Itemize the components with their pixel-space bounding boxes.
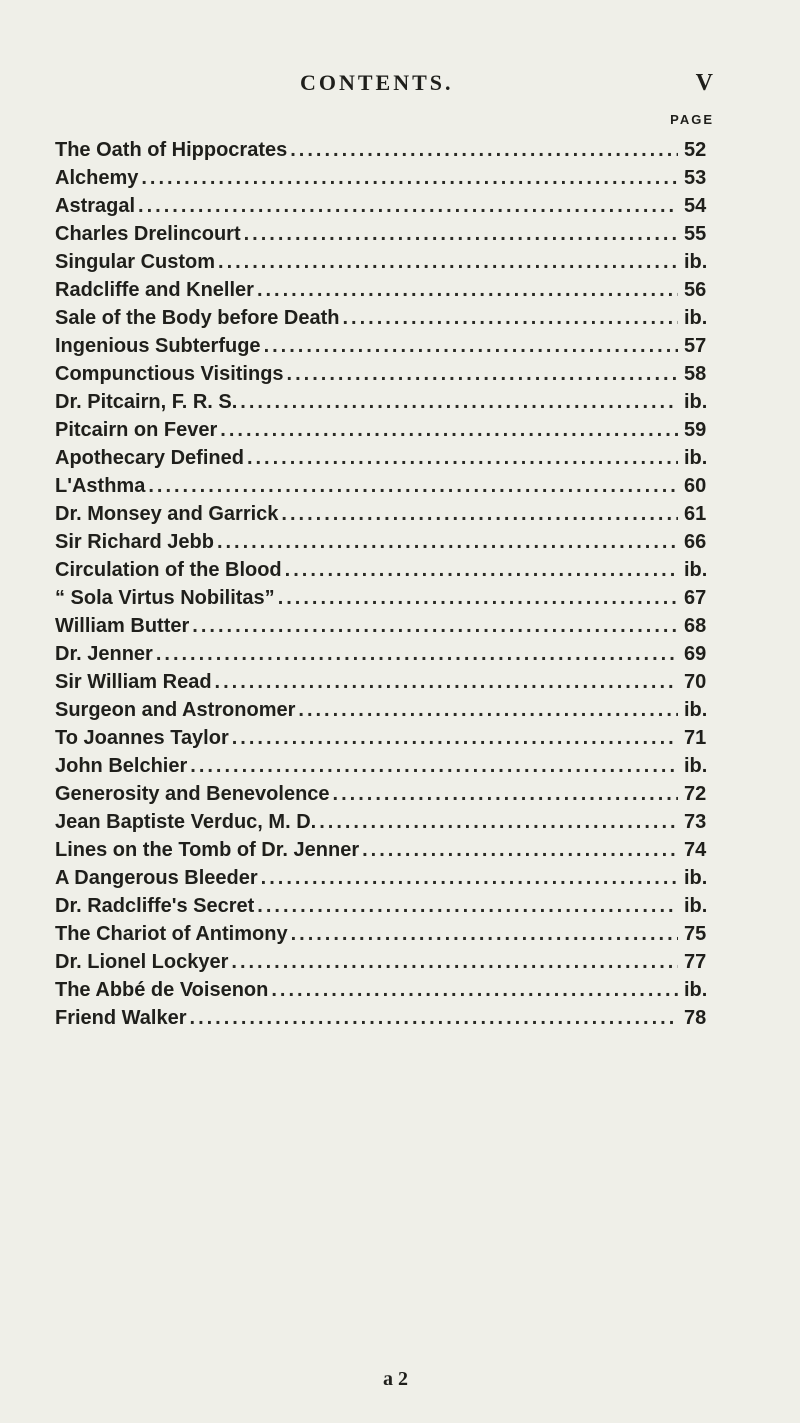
toc-entry-title: Generosity and Benevolence	[55, 783, 330, 805]
toc-entry-page: ib.	[684, 307, 708, 329]
toc-entry-title: The Chariot of Antimony	[55, 923, 288, 945]
toc-entry-page: 67	[684, 587, 707, 609]
toc-entry	[55, 248, 714, 276]
toc-entry-page: 61	[684, 503, 707, 525]
toc-entry	[55, 640, 714, 668]
toc-entry-page: 52	[684, 139, 707, 161]
toc-entry	[55, 892, 714, 920]
dot-leader	[148, 472, 678, 500]
toc-entry-title: Lines on the Tomb of Dr. Jenner	[55, 839, 360, 861]
dot-leader	[290, 136, 678, 164]
toc-entry-page: 75	[684, 923, 707, 945]
toc-entry-page: 57	[684, 335, 707, 357]
toc-entry	[55, 136, 714, 164]
toc-entry-title: Dr. Jenner	[55, 643, 153, 665]
toc-entry-page: 55	[684, 223, 707, 245]
dot-leader	[261, 864, 678, 892]
toc-entry-title: Apothecary Defined	[55, 447, 244, 469]
toc-entry	[55, 836, 714, 864]
dot-leader	[319, 808, 678, 836]
toc-entry-page: 56	[684, 279, 707, 301]
toc-entry	[55, 612, 714, 640]
toc-entry-title: A Dangerous Bleeder	[55, 867, 258, 889]
toc-entry-page: 73	[684, 811, 707, 833]
toc-entry-title: The Oath of Hippocrates	[55, 139, 288, 161]
toc-entry-title: Compunctious Visitings	[55, 363, 284, 385]
dot-leader	[156, 640, 678, 668]
dot-leader	[192, 612, 678, 640]
toc-entry-title: Ingenious Subterfuge	[55, 335, 261, 357]
toc-entry	[55, 920, 714, 948]
toc-entry-title: Sir Richard Jebb	[55, 531, 214, 553]
running-title: CONTENTS.	[300, 70, 454, 95]
toc-entry	[55, 808, 714, 836]
toc-entry-title: The Abbé de Voisenon	[55, 979, 269, 1001]
toc-entry-page: 68	[684, 615, 707, 637]
toc-entry-title: Friend Walker	[55, 1007, 187, 1029]
toc-entry	[55, 276, 714, 304]
toc-entry-title: To Joannes Taylor	[55, 727, 229, 749]
toc-entry	[55, 472, 714, 500]
dot-leader	[264, 332, 678, 360]
toc-entry-title: Sale of the Body before Death	[55, 307, 340, 329]
dot-leader	[218, 248, 678, 276]
toc-entry	[55, 668, 714, 696]
toc-entry	[55, 864, 714, 892]
toc-entry-page: 77	[684, 951, 707, 973]
toc-entry	[55, 528, 714, 556]
toc-entry-page: 70	[684, 671, 707, 693]
dot-leader	[240, 388, 678, 416]
toc-entry	[55, 416, 714, 444]
toc-entry	[55, 976, 714, 1004]
running-head	[0, 70, 800, 104]
toc-entry	[55, 752, 714, 780]
toc-entry-title: Radcliffe and Kneller	[55, 279, 254, 301]
toc-entry-title: John Belchier	[55, 755, 188, 777]
dot-leader	[287, 360, 678, 388]
dot-leader	[190, 752, 678, 780]
toc-entry	[55, 780, 714, 808]
dot-leader	[333, 780, 678, 808]
toc-entry	[55, 724, 714, 752]
toc-entry-title: “ Sola Virtus Nobilitas”	[55, 587, 275, 609]
toc-entry	[55, 164, 714, 192]
toc-entry-title: Jean Baptiste Verduc, M. D.	[55, 811, 317, 833]
dot-leader	[278, 584, 678, 612]
toc-entry-page: 74	[684, 839, 707, 861]
toc-entry-page: ib.	[684, 559, 708, 581]
toc-entry-page: 60	[684, 475, 707, 497]
dot-leader	[244, 220, 678, 248]
page-column-label: PAGE	[670, 112, 714, 127]
toc-entry-title: Astragal	[55, 195, 136, 217]
toc-entry-page: ib.	[684, 979, 708, 1001]
dot-leader	[215, 668, 678, 696]
dot-leader	[190, 1004, 678, 1032]
toc-entry	[55, 584, 714, 612]
toc-entry-title: Charles Drelincourt	[55, 223, 241, 245]
toc-entry-title: Singular Custom	[55, 251, 216, 273]
toc-entry	[55, 500, 714, 528]
dot-leader	[247, 444, 678, 472]
toc-entry-title: Sir William Read	[55, 671, 212, 693]
dot-leader	[281, 500, 678, 528]
toc-entry-page: 72	[684, 783, 707, 805]
toc-entry-page: 78	[684, 1007, 707, 1029]
dot-leader	[220, 416, 678, 444]
dot-leader	[285, 556, 678, 584]
toc-entry-page: 69	[684, 643, 707, 665]
page-numeral: V	[695, 70, 713, 96]
dot-leader	[257, 892, 678, 920]
toc-entry	[55, 220, 714, 248]
toc-entry	[55, 556, 714, 584]
toc-entry-title: Alchemy	[55, 167, 139, 189]
toc-entry-page: ib.	[684, 447, 708, 469]
toc-entry	[55, 332, 714, 360]
toc-entry-title: L'Asthma	[55, 475, 146, 497]
toc-entry-page: ib.	[684, 699, 708, 721]
toc-entry	[55, 696, 714, 724]
dot-leader	[232, 724, 678, 752]
toc-entry	[55, 360, 714, 388]
dot-leader	[291, 920, 678, 948]
dot-leader	[231, 948, 678, 976]
toc-entry-page: 53	[684, 167, 707, 189]
dot-leader	[217, 528, 678, 556]
toc-entry-title: Dr. Radcliffe's Secret	[55, 895, 255, 917]
dot-leader	[141, 164, 678, 192]
toc-entry-title: William Butter	[55, 615, 190, 637]
toc-entry-title: Dr. Lionel Lockyer	[55, 951, 229, 973]
toc-entry	[55, 388, 714, 416]
dot-leader	[257, 276, 678, 304]
toc-entry-page: ib.	[684, 867, 708, 889]
toc-entry-title: Surgeon and Astronomer	[55, 699, 296, 721]
dot-leader	[362, 836, 678, 864]
toc-entry	[55, 444, 714, 472]
dot-leader	[138, 192, 678, 220]
toc-entry-page: ib.	[684, 755, 708, 777]
toc-entry-title: Dr. Pitcairn, F. R. S.	[55, 391, 238, 413]
toc-entry-page: 58	[684, 363, 707, 385]
dot-leader	[271, 976, 678, 1004]
toc-entry-page: ib.	[684, 251, 708, 273]
toc-entry-page: ib.	[684, 895, 708, 917]
toc-entry	[55, 192, 714, 220]
toc-entry-page: 54	[684, 195, 707, 217]
toc-entry	[55, 304, 714, 332]
toc-entry-title: Circulation of the Blood	[55, 559, 282, 581]
dot-leader	[343, 304, 679, 332]
signature-mark: a 2	[383, 1368, 408, 1390]
toc-entry	[55, 1004, 714, 1032]
toc-entry	[55, 948, 714, 976]
toc-entry-page: 71	[684, 727, 707, 749]
toc-entry-page: 66	[684, 531, 707, 553]
table-of-contents	[55, 136, 714, 1032]
toc-entry-page: 59	[684, 419, 707, 441]
dot-leader	[298, 696, 678, 724]
toc-entry-page: ib.	[684, 391, 708, 413]
toc-entry-title: Pitcairn on Fever	[55, 419, 218, 441]
toc-entry-title: Dr. Monsey and Garrick	[55, 503, 279, 525]
